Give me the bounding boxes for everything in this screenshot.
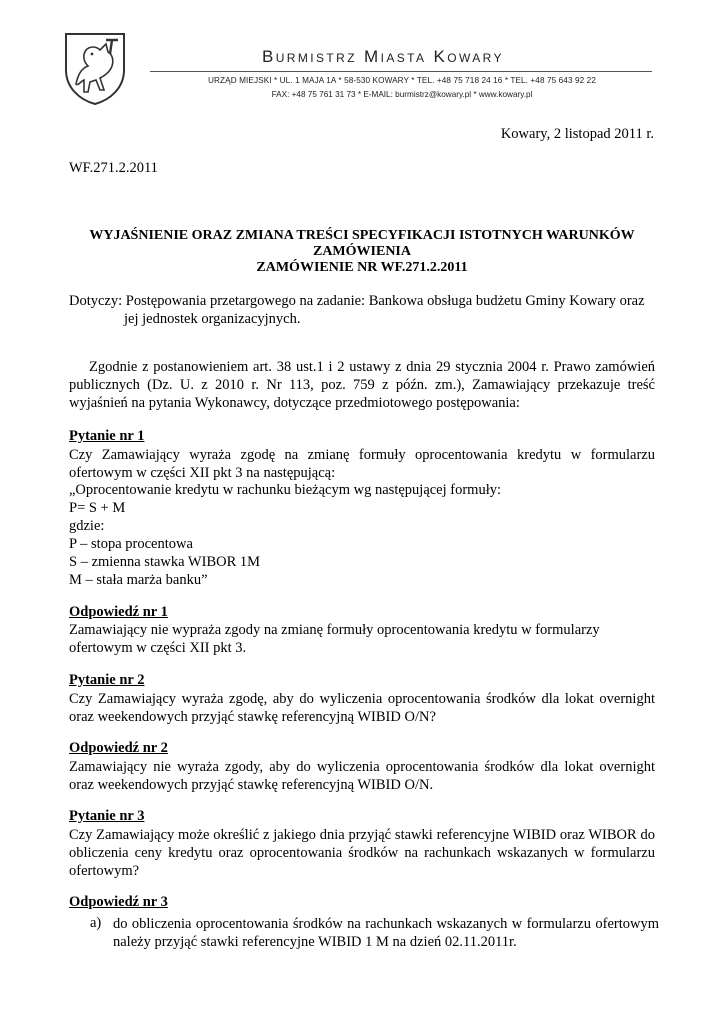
header-divider (150, 71, 652, 72)
question-2-heading: Pytanie nr 2 (69, 672, 145, 688)
answer-1-heading: Odpowiedź nr 1 (69, 604, 168, 620)
list-marker: a) (90, 915, 102, 931)
question-1-heading: Pytanie nr 1 (69, 428, 145, 444)
answer-1-line2: ofertowym w części XII pkt 3. (69, 640, 247, 656)
question-3-text: Czy Zamawiający może określić z jakiego dnia przyjąć stawki referencyjne WIBID oraz WIBOR do obliczenia ceny kredytu oraz oprocentowania środków na rachunkach wskazanych w formularzu ofertowym? (69, 827, 655, 879)
document-title-line1: WYJAŚNIENIE ORAZ ZMIANA TREŚCI SPECYFIKACJI ISTOTNYCH WARUNKÓW (89, 228, 635, 243)
subject-line: Dotyczy: Postępowania przetargowego na zadanie: Bankowa obsługa budżetu Gminy Kowary oraz (69, 293, 645, 309)
answer-3-item-a: do obliczenia oprocentowania środków na rachunkach wskazanych w formularzu ofertowym należy przyjąć stawki referencyjne WIBID 1 M na dzień 02.11.2011r. (113, 916, 659, 950)
answer-1-line1: Zamawiający nie wypraża zgody na zmianę formuły oprocentowania kredytu w formularzy (69, 622, 600, 638)
formula-p: P – stopa procentowa (69, 536, 193, 552)
office-title: Burmistrz Miasta Kowary (262, 47, 504, 66)
answer-3-heading: Odpowiedź nr 3 (69, 894, 168, 910)
formula-where: gdzie: (69, 518, 105, 534)
document-date: Kowary, 2 listopad 2011 r. (500, 126, 654, 142)
formula-intro: „Oprocentowanie kredytu w rachunku bieżącym wg następującej formuły: (69, 482, 502, 498)
formula: P= S + M (69, 500, 126, 516)
address-line: URZĄD MIEJSKI * UL. 1 MAJA 1A * 58-530 KOWARY * TEL. +48 75 718 24 16 * TEL. +48 75 643 92 22 (208, 76, 596, 85)
horse-crest-icon (62, 30, 128, 106)
document-title-line3: ZAMÓWIENIE NR WF.271.2.2011 (256, 260, 468, 275)
reference-number: WF.271.2.2011 (69, 160, 158, 176)
question-1-text: Czy Zamawiający wyraża zgodę na zmianę formuły oprocentowania kredytu w formularzu ofertowym w części XII pkt 3 na następującą: (69, 447, 655, 481)
answer-2-heading: Odpowiedź nr 2 (69, 740, 168, 756)
intro-paragraph: Zgodnie z postanowieniem art. 38 ust.1 i 2 ustawy z dnia 29 stycznia 2004 r. Prawo zamówień publicznych (Dz. U. z 2010 r. Nr 113, poz. 759 z późn. zm.), Zamawiający przekazuje treść wyjaśnień na pytania Wykonawcy, dotyczące przedmiotowego postępowania: (69, 359, 655, 411)
question-3-heading: Pytanie nr 3 (69, 808, 145, 824)
subject-line-continuation: jej jednostek organizacyjnych. (124, 311, 301, 327)
contact-line: FAX: +48 75 761 31 73 * E-MAIL: burmistrz@kowary.pl * www.kowary.pl (271, 90, 533, 99)
question-2-text: Czy Zamawiający wyraża zgodę, aby do wyliczenia oprocentowania środków dla lokat overnight oraz weekendowych przyjąć stawkę referencyjną WIBID O/N? (69, 691, 655, 725)
formula-s: S – zmienna stawka WIBOR 1M (69, 554, 261, 570)
document-title-line2: ZAMÓWIENIA (312, 244, 411, 259)
formula-m: M – stała marża banku” (69, 572, 208, 588)
answer-2-text: Zamawiający nie wyraża zgody, aby do wyliczenia oprocentowania środków dla lokat overnight oraz weekendowych przyjąć stawkę referencyjną WIBID O/N. (69, 759, 655, 793)
